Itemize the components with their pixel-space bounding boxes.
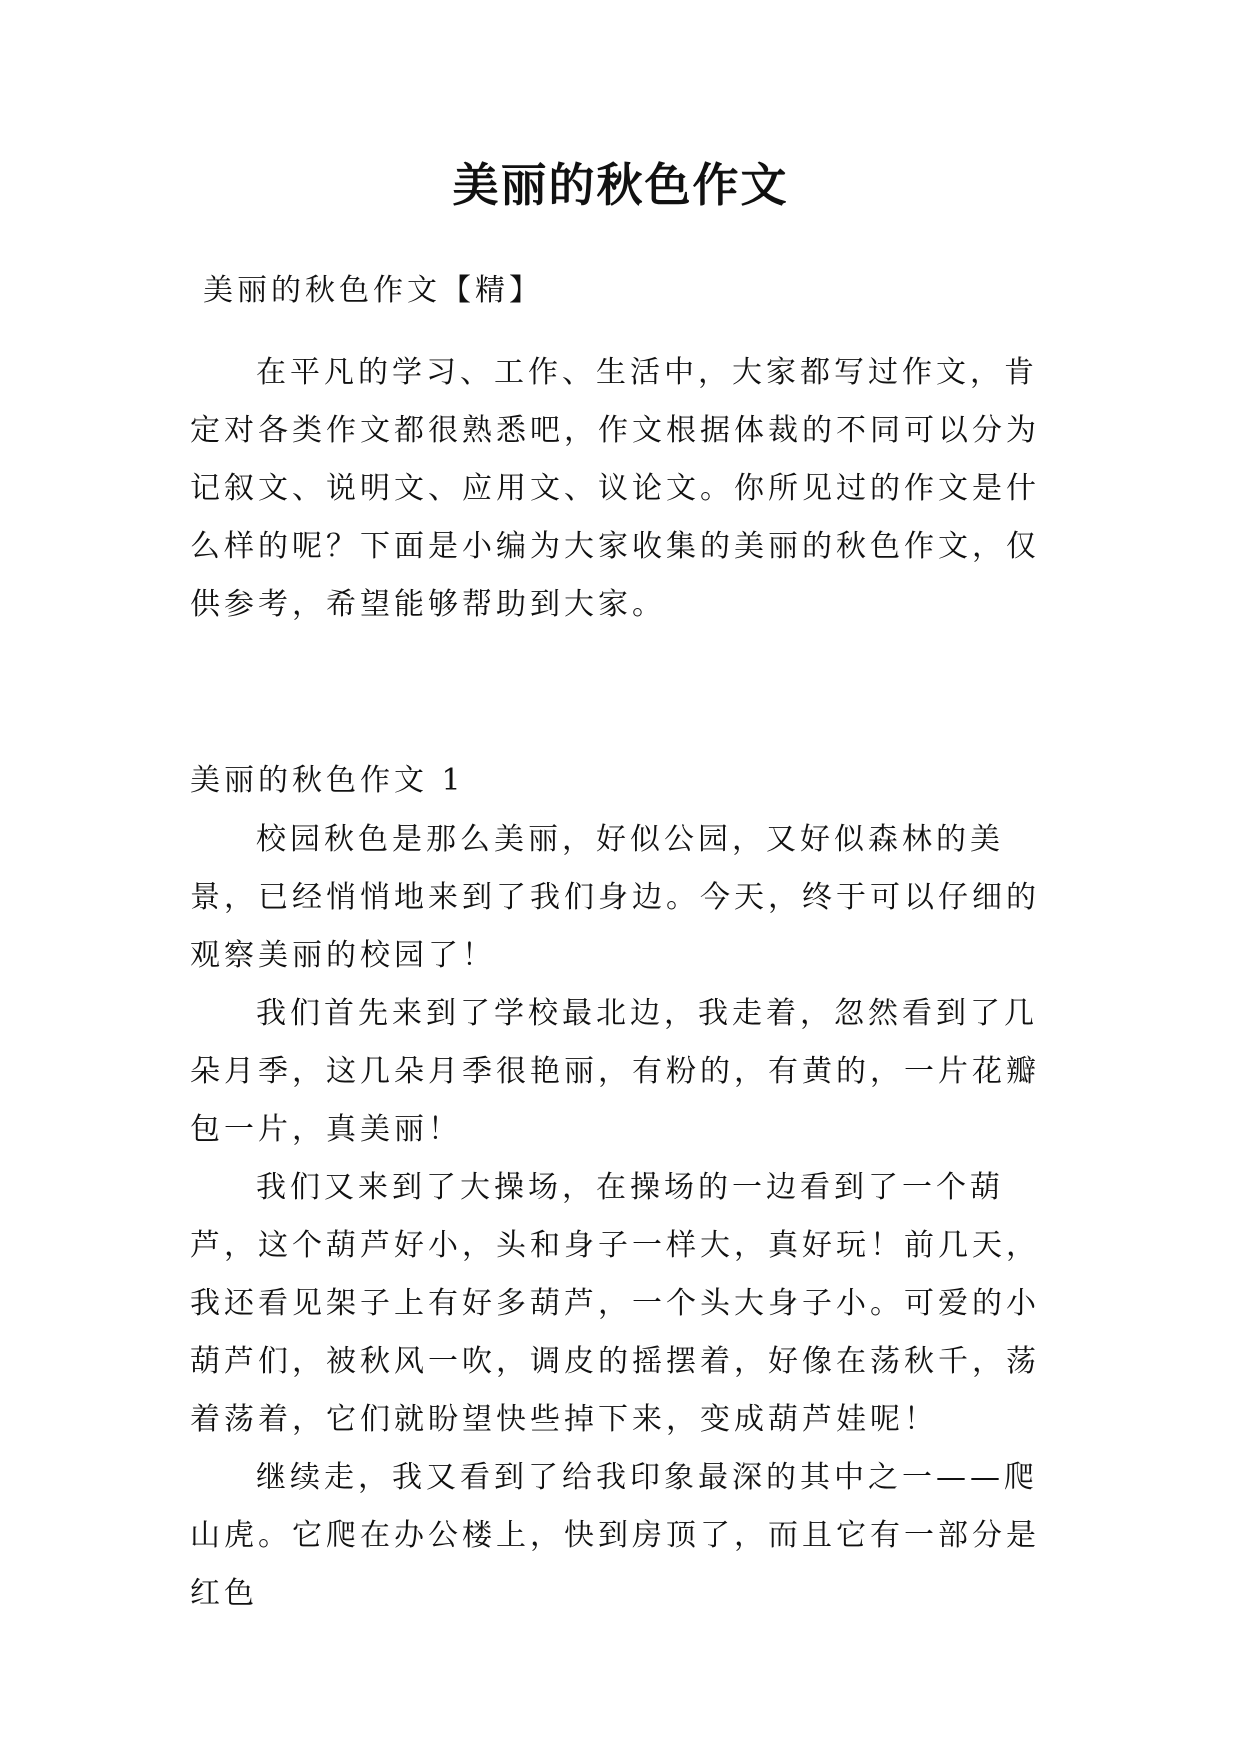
intro-paragraph: 在平凡的学习、工作、生活中，大家都写过作文，肯定对各类作文都很熟悉吧，作文根据体裁的不同可以分为记叙文、说明文、应用文、议论文。你所见过的作文是什么样的呢？下面是小编为大家收集的美丽的秋色作文，仅供参考，希望能够帮助到大家。 <box>190 355 1040 622</box>
body-paragraph: 校园秋色是那么美丽，好似公园，又好似森林的美景，已经悄悄地来到了我们身边。今天，终于可以仔细的观察美丽的校园了！ <box>190 822 1040 973</box>
body-paragraph: 我们首先来到了学校最北边，我走着，忽然看到了几朵月季，这几朵月季很艳丽，有粉的，有黄的，一片花瓣包一片，真美丽！ <box>190 996 1040 1147</box>
essay-body <box>190 811 1070 1623</box>
body-paragraph: 继续走，我又看到了给我印象最深的其中之一——爬山虎。它爬在办公楼上，快到房顶了，而且它有一部分是红色 <box>190 1460 1040 1611</box>
document-subtitle: 美丽的秋色作文【精】 <box>203 273 543 308</box>
body-paragraph: 我们又来到了大操场，在操场的一边看到了一个葫芦，这个葫芦好小，头和身子一样大，真好玩！前几天，我还看见架子上有好多葫芦，一个头大身子小。可爱的小葫芦们，被秋风一吹，调皮的摇摆着，好像在荡秋千，荡着荡着，它们就盼望快些掉下来，变成葫芦娃呢！ <box>190 1170 1040 1437</box>
section-heading: 美丽的秋色作文 1 <box>190 763 465 798</box>
document-title: 美丽的秋色作文 <box>452 158 789 212</box>
